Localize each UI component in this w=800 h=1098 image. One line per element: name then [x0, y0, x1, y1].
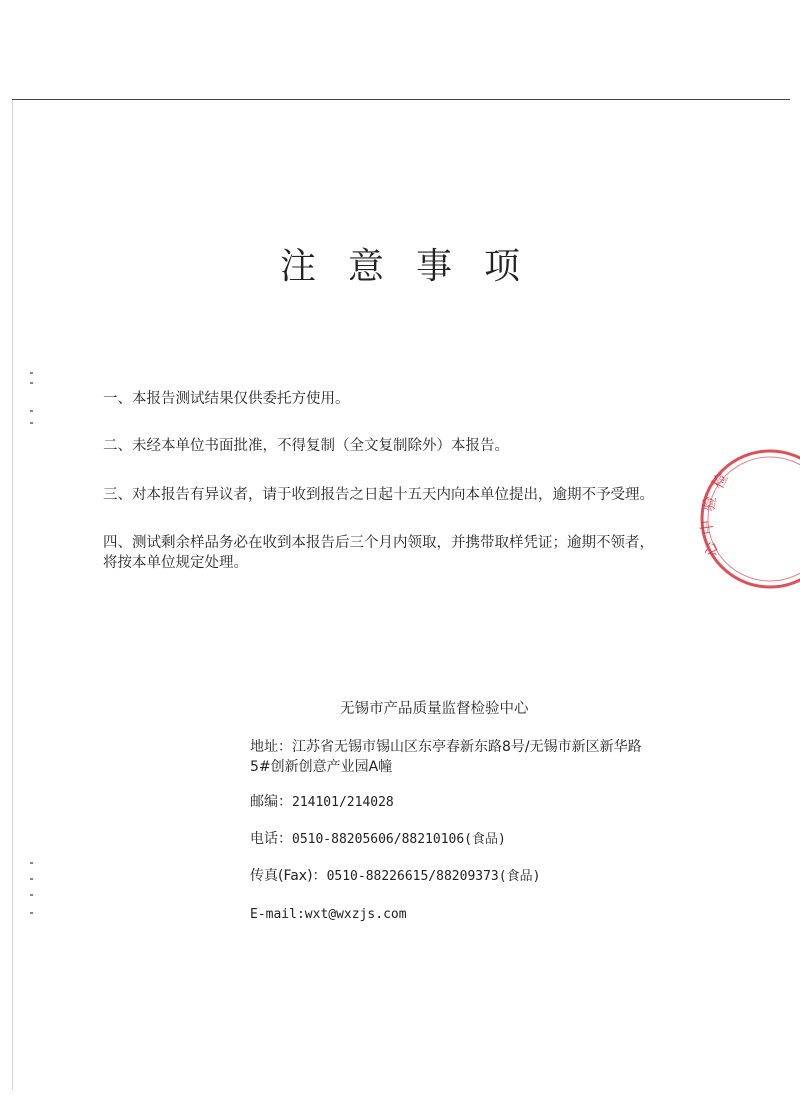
postcode-label: 邮编： — [250, 794, 292, 810]
address-label: 地址： — [250, 739, 292, 755]
notice-item-2 — [103, 436, 703, 456]
svg-text:检: 检 — [708, 470, 732, 492]
notice-continuation: 将按本单位规定处理。 — [103, 555, 248, 571]
notice-text: 三、对本报告有异议者，请于收到报告之日起十五天内向本单位提出，逾期不予受理。 — [103, 487, 654, 503]
postcode-value: 214101/214028 — [292, 795, 394, 810]
address-line-1: 江苏省无锡市锡山区东亭春新东路8号/无锡市新区新华路 — [292, 739, 642, 755]
fax-label: 传真(Fax)： — [250, 868, 327, 884]
svg-text:心: 心 — [699, 538, 723, 561]
official-seal-stamp — [695, 444, 800, 594]
postcode-line — [250, 792, 710, 813]
title-char: 项 — [484, 246, 521, 287]
notice-text: 二、未经本单位书面批准，不得复制（全文复制除外）本报告。 — [103, 438, 509, 454]
notice-text: 一、本报告测试结果仅供委托方使用。 — [103, 391, 350, 407]
address-block — [250, 737, 710, 777]
title-char: 意 — [347, 246, 384, 287]
phone-label: 电话： — [250, 831, 292, 847]
title-char: 注 — [279, 246, 316, 287]
notice-item-4 — [103, 533, 703, 573]
phone-line — [250, 829, 710, 850]
page-title — [0, 238, 800, 289]
notice-item-1 — [103, 389, 703, 409]
fax-line — [250, 866, 710, 887]
svg-text:中: 中 — [697, 518, 717, 536]
email-line — [250, 904, 710, 925]
fax-value: 0510-88226615/88209373(食品) — [326, 869, 541, 884]
email-label: E-mail: — [250, 907, 305, 922]
top-border-line — [12, 99, 790, 100]
email-value: wxt@wxzjs.com — [304, 907, 407, 922]
title-char: 事 — [416, 246, 453, 287]
notice-item-3 — [103, 485, 703, 505]
organization-name: 无锡市产品质量监督检验中心 — [340, 701, 529, 717]
phone-value: 0510-88205606/88210106(食品) — [292, 832, 506, 847]
address-line-2: 5#创新创意产业园A幢 — [250, 759, 393, 775]
notice-text: 四、测试剩余样品务必在收到本报告后三个月内领取，并携带取样凭证；逾期不领者， — [103, 535, 654, 551]
svg-text:验: 验 — [699, 494, 720, 513]
